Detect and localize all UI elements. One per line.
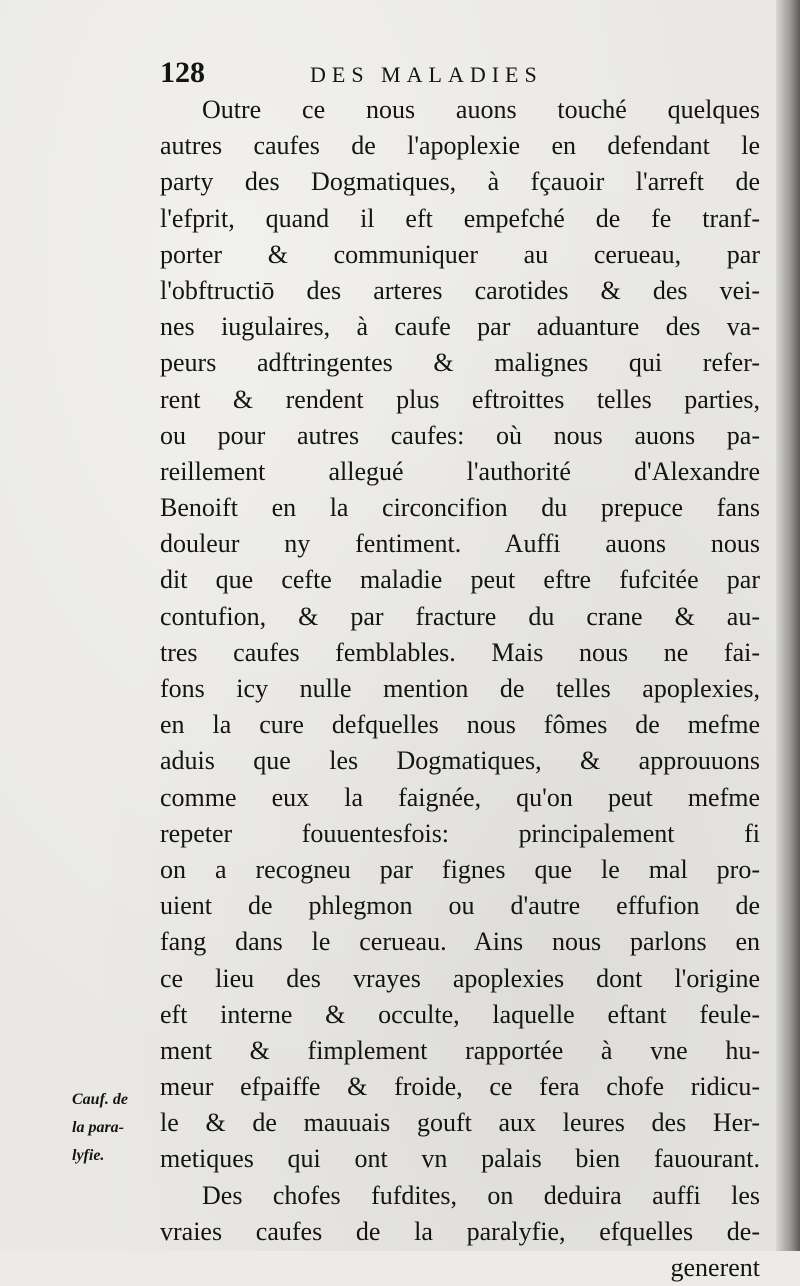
- running-title: DES MALADIES: [310, 62, 543, 87]
- text-line: fons icy nulle mention de telles apoplexies,: [160, 674, 760, 703]
- text-line: dit que cefte maladie peut eftre fufcitée par: [160, 565, 760, 595]
- margin-note: [72, 1086, 182, 1170]
- text-line: reillement allegué l'authorité d'Alexandre: [160, 456, 760, 486]
- text-line: nes iugulaires, à caufe par aduanture des va-: [160, 312, 760, 342]
- text-line: rent & rendent plus eftroittes telles parties,: [160, 384, 760, 414]
- text-line: Benoift en la circoncifion du prepuce fans: [160, 493, 760, 523]
- text-line: metiques qui ont vn palais bien fauourant.: [160, 1144, 760, 1174]
- page-number: 128: [160, 56, 205, 89]
- text-line: fang dans le cerueau. Ains nous parlons en: [160, 927, 760, 957]
- text-line: douleur ny fentiment. Auffi auons nous: [160, 529, 760, 559]
- text-line: tres caufes femblables. Mais nous ne fai-: [160, 637, 760, 667]
- margin-note-line: la para-: [72, 1119, 124, 1136]
- margin-note-line: Cauf. de: [72, 1091, 128, 1108]
- text-line: comme eux la faignée, qu'on peut mefme: [160, 782, 760, 812]
- text-line: uient de phlegmon ou d'autre effufion de: [160, 891, 760, 921]
- page-gutter-shadow: [776, 0, 800, 1251]
- text-line: peurs adftringentes & malignes qui refer-: [160, 348, 760, 378]
- text-line: party des Dogmatiques, à fçauoir l'arreft de: [160, 167, 760, 197]
- text-line: autres caufes de l'apoplexie en defendant le: [160, 131, 760, 161]
- text-line: ment & fimplement rapportée à vne hu-: [160, 1035, 760, 1065]
- margin-note-line: lyfie.: [72, 1147, 105, 1164]
- text-line: porter & communiquer au cerueau, par: [160, 239, 760, 269]
- text-line: repeter fouuentesfois: principalement fi: [160, 818, 760, 848]
- text-line: Des chofes fufdites, on deduira auffi les: [202, 1180, 760, 1210]
- text-line: vraies caufes de la paralyfie, efquelles de-: [160, 1216, 760, 1246]
- text-line: eft interne & occulte, laquelle eftant feule-: [160, 999, 760, 1029]
- page-header: [160, 56, 760, 96]
- text-line: Outre ce nous auons touché quelques: [202, 95, 760, 124]
- text-line: meur efpaiffe & froide, ce fera chofe ridicu-: [160, 1072, 760, 1102]
- catchword: generent: [670, 1253, 760, 1282]
- text-line: le & de mauuais gouft aux leures des Her-: [160, 1108, 760, 1138]
- text-line: l'obftructiō des arteres carotides & des vei-: [160, 275, 760, 305]
- text-line: contufion, & par fracture du crane & au-: [160, 601, 760, 631]
- body-text: [160, 92, 760, 1286]
- text-line: l'efprit, quand il eft empefché de fe tranf-: [160, 203, 760, 233]
- text-line: ou pour autres caufes: où nous auons pa-: [160, 420, 760, 450]
- text-line: ce lieu des vrayes apoplexies dont l'origine: [160, 963, 760, 993]
- text-line: on a recogneu par fignes que le mal pro-: [160, 854, 760, 884]
- text-line: aduis que les Dogmatiques, & approuuons: [160, 746, 760, 776]
- text-line: en la cure defquelles nous fômes de mefme: [160, 710, 760, 740]
